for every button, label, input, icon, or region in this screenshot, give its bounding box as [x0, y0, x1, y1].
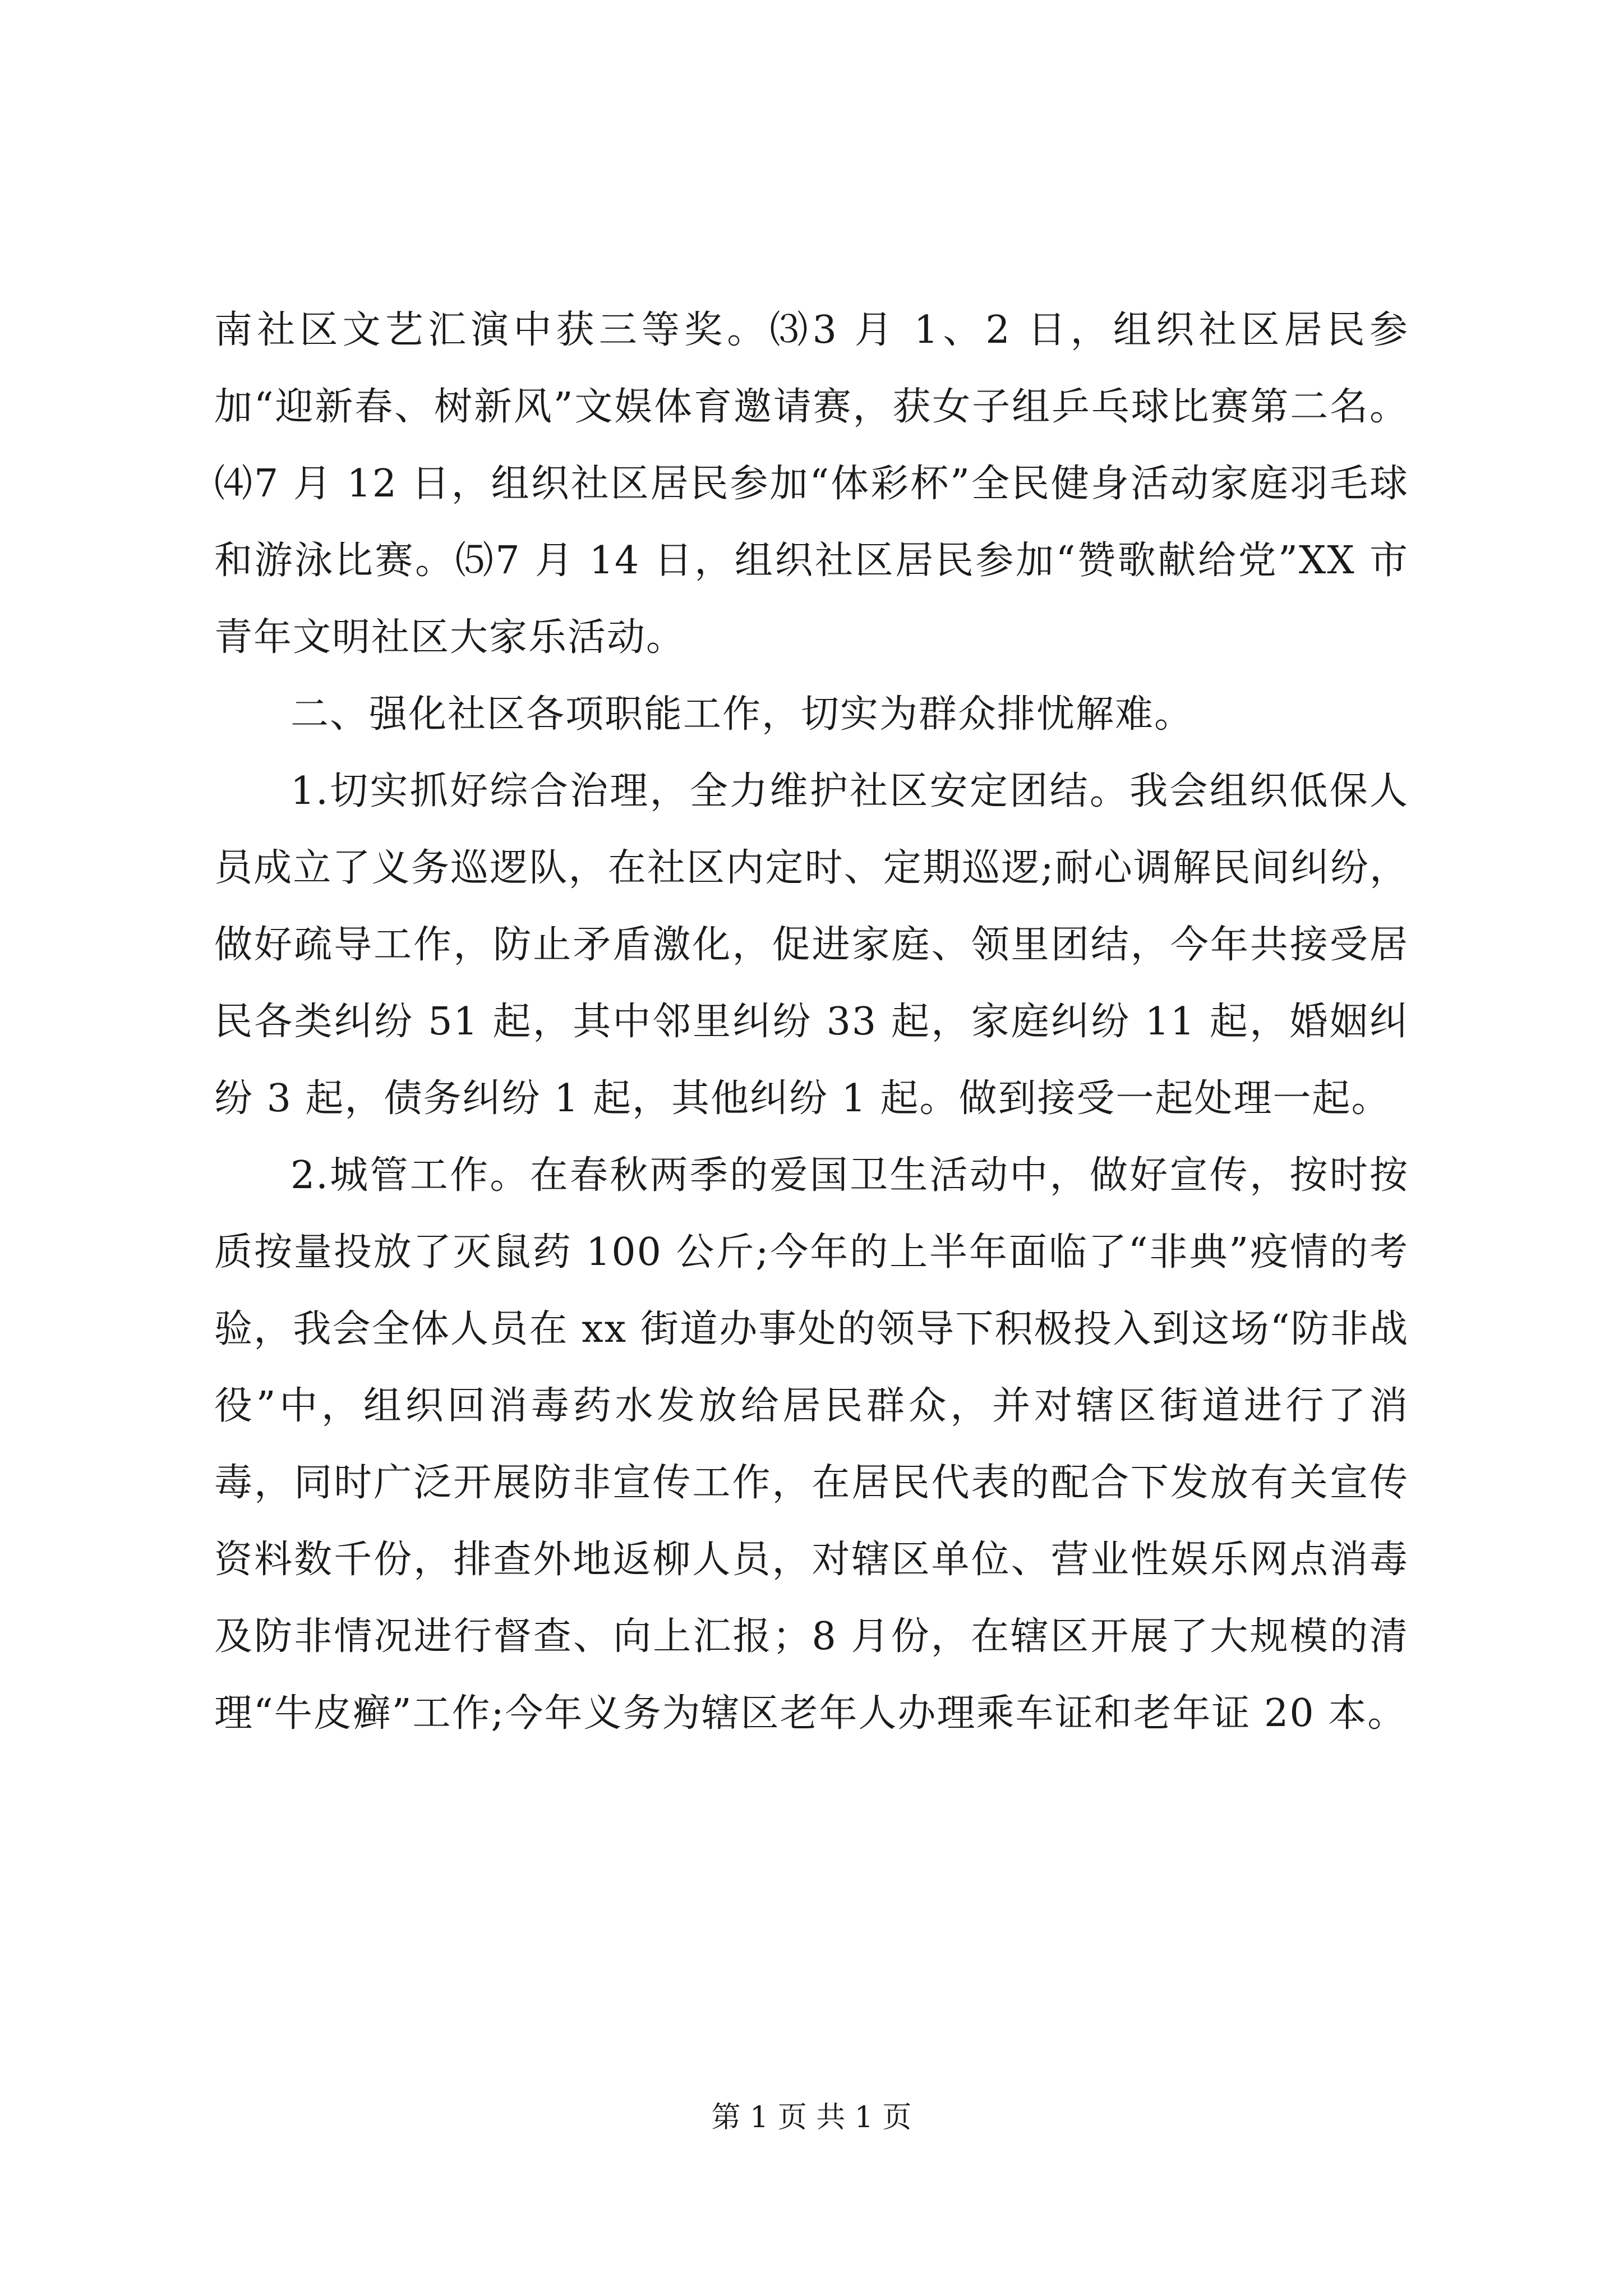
page-footer: 第 1 页 共 1 页 — [711, 2101, 912, 2134]
paragraph-urban-management: 2.城管工作。在春秋两季的爱国卫生活动中，做好宣传，按时按质按量投放了灭鼠药 100 公斤;今年的上半年面临了“非典”疫情的考验，我会全体人员在 xx 街道办事处的领导下积极投入到这场“防非战役”中，组织回消毒药水发放给居民群众，并对辖区街道进行了消毒，同时广泛开展防非宣传工作，在居民代表的配合下发放有关宣传资料数千份，排查外地返柳人员，对辖区单位、营业性娱乐网点消毒及防非情况进行督查、向上汇报；8 月份，在辖区开展了大规模的清理“牛皮癣”工作;今年义务为辖区老年人办理乘车证和老年证 20 本。 — [214, 1153, 1409, 1736]
section-heading-two: 二、强化社区各项职能工作，切实为群众排忧解难。 — [291, 692, 1194, 737]
paragraph-activities-continued: 南社区文艺汇演中获三等奖。⑶3 月 1、2 日，组织社区居民参加“迎新春、树新风”文娱体育邀请赛，获女子组乒乓球比赛第二名。⑷7 月 12 日，组织社区居民参加“体彩杯”全民健身活动家庭羽毛球和游泳比赛。⑸7 月 14 日，组织社区居民参加“赞歌献给党”XX 市青年文明社区大家乐活动。 — [214, 308, 1409, 660]
document-body — [214, 292, 1409, 1752]
paragraph-comprehensive-governance: 1.切实抓好综合治理，全力维护社区安定团结。我会组织低保人员成立了义务巡逻队，在社区内定时、定期巡逻;耐心调解民间纠纷，做好疏导工作，防止矛盾激化，促进家庭、领里团结，今年共接受居民各类纠纷 51 起，其中邻里纠纷 33 起，家庭纠纷 11 起，婚姻纠纷 3 起，债务纠纷 1 起，其他纠纷 1 起。做到接受一起处理一起。 — [214, 769, 1409, 1121]
